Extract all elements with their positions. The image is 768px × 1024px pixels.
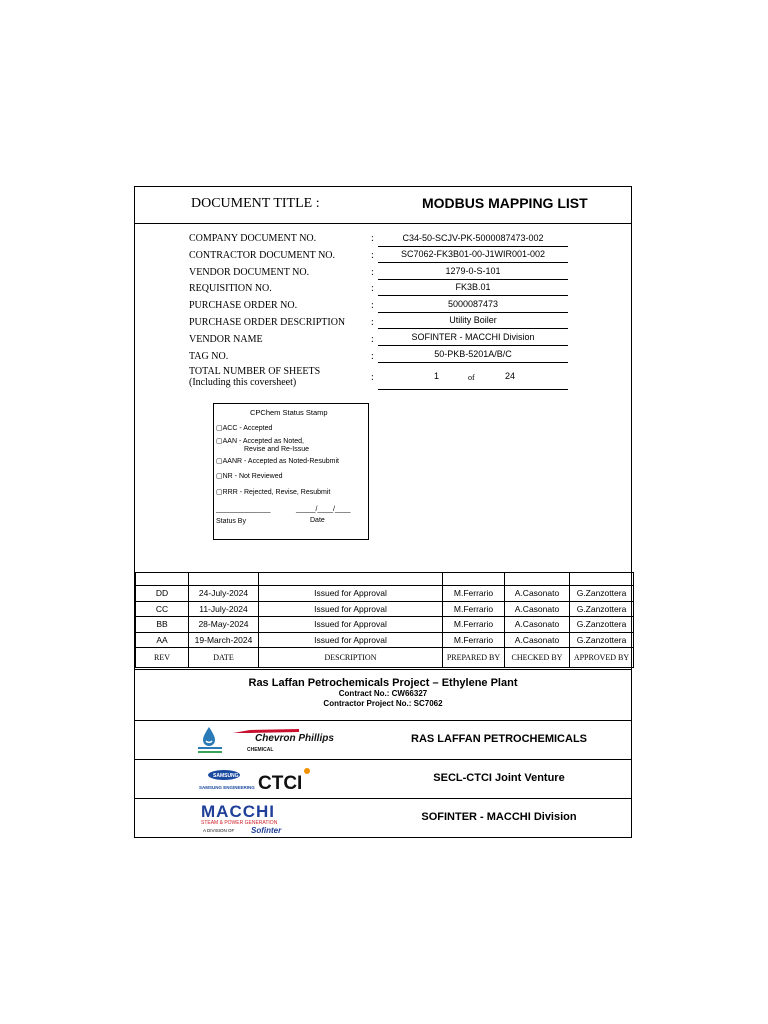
approved-header: APPROVED BY <box>570 648 634 668</box>
logo-sub: CHEMICAL <box>247 747 274 753</box>
prepared-header: PREPARED BY <box>443 648 505 668</box>
tag-no-value: 50-PKB-5201A/B/C <box>378 347 568 363</box>
stamp-acc[interactable]: ▢ACC - Accepted <box>216 425 273 432</box>
revision-table <box>135 572 634 668</box>
company-doc-value: C34-50-SCJV-PK-5000087473-002 <box>378 231 568 247</box>
date-cell: 19-March-2024 <box>189 632 259 648</box>
colon: : <box>371 317 374 328</box>
table-cell <box>136 573 189 586</box>
company-name: RAS LAFFAN PETROCHEMICALS <box>411 733 587 745</box>
stamp-aanr[interactable]: ▢AANR - Accepted as Noted-Resubmit <box>216 458 339 465</box>
date-header: DATE <box>189 648 259 668</box>
prepared-cell: M.Ferrario <box>443 617 505 633</box>
colon: : <box>371 250 374 261</box>
company-row-macchi <box>135 799 631 838</box>
approved-cell: G.Zanzottera <box>570 617 634 633</box>
table-row <box>136 573 634 586</box>
total-sheets-label: TOTAL NUMBER OF SHEETS <box>189 366 321 377</box>
project-title: Ras Laffan Petrochemicals Project – Ethylene Plant <box>248 677 518 689</box>
table-cell <box>189 573 259 586</box>
description-cell: Issued for Approval <box>259 617 443 633</box>
vendor-name-value: SOFINTER - MACCHI Division <box>378 330 568 346</box>
table-row <box>136 601 634 617</box>
table-cell <box>259 573 443 586</box>
checked-header: CHECKED BY <box>505 648 570 668</box>
contractor-doc-label: CONTRACTOR DOCUMENT NO. <box>189 250 336 261</box>
document-title-label: DOCUMENT TITLE : <box>191 196 320 211</box>
tag-no-label: TAG NO. <box>189 351 229 362</box>
project-block <box>135 669 631 721</box>
requisition-label: REQUISITION NO. <box>189 283 272 294</box>
cover-sheet <box>134 186 632 838</box>
contract-number: Contract No.: CW66327 <box>338 689 428 698</box>
table-cell <box>570 573 634 586</box>
approved-cell: G.Zanzottera <box>570 632 634 648</box>
prepared-cell: M.Ferrario <box>443 632 505 648</box>
po-number-label: PURCHASE ORDER NO. <box>189 300 298 311</box>
rev-cell: CC <box>136 601 189 617</box>
requisition-value: FK3B.01 <box>378 280 568 296</box>
stamp-aan[interactable]: ▢AAN - Accepted as Noted, <box>216 438 304 445</box>
table-header-row <box>136 648 634 668</box>
stamp-status-line: ______________ <box>216 506 271 513</box>
date-cell: 11-July-2024 <box>189 601 259 617</box>
colon: : <box>371 372 374 383</box>
approved-cell: G.Zanzottera <box>570 586 634 602</box>
description-header: DESCRIPTION <box>259 648 443 668</box>
checked-cell: A.Casonato <box>505 617 570 633</box>
rev-cell: BB <box>136 617 189 633</box>
table-cell <box>443 573 505 586</box>
document-title: MODBUS MAPPING LIST <box>422 195 588 211</box>
stamp-rrr[interactable]: ▢RRR - Rejected, Revise, Resubmit <box>216 489 331 496</box>
company-row-secl-ctci <box>135 760 631 799</box>
logo-text: CTCI <box>258 773 303 794</box>
logo-sub: SAMSUNG ENGINEERING <box>199 785 255 790</box>
company-doc-label: COMPANY DOCUMENT NO. <box>189 233 317 244</box>
table-cell <box>505 573 570 586</box>
vendor-name-label: VENDOR NAME <box>189 334 263 345</box>
stamp-status-by-label: Status By <box>216 518 246 525</box>
table-row <box>136 617 634 633</box>
svg-text:SAMSUNG: SAMSUNG <box>213 773 239 779</box>
colon: : <box>371 334 374 345</box>
prepared-cell: M.Ferrario <box>443 601 505 617</box>
contractor-doc-value: SC7062-FK3B01-00-J1WIR001-002 <box>378 247 568 263</box>
date-cell: 24-July-2024 <box>189 586 259 602</box>
company-name: SOFINTER - MACCHI Division <box>421 811 577 823</box>
stamp-aan-note: Revise and Re-Issue <box>244 446 309 453</box>
approved-cell: G.Zanzottera <box>570 601 634 617</box>
macchi-logo <box>195 801 315 837</box>
samsung-ctci-logo <box>195 762 315 796</box>
vendor-doc-value: 1279-0-S-101 <box>378 264 568 280</box>
rev-header: REV <box>136 648 189 668</box>
logo-sub: STEAM & POWER GENERATION <box>201 820 278 826</box>
checked-cell: A.Casonato <box>505 586 570 602</box>
total-sheets-value <box>378 367 568 390</box>
po-description-label: PURCHASE ORDER DESCRIPTION <box>189 317 346 328</box>
rev-cell: AA <box>136 632 189 648</box>
date-cell: 28-May-2024 <box>189 617 259 633</box>
table-row <box>136 586 634 602</box>
stamp-title: CPChem Status Stamp <box>250 408 328 417</box>
stamp-date-line: _____/____/____ <box>296 506 351 513</box>
po-description-value: Utility Boiler <box>378 313 568 329</box>
vendor-doc-label: VENDOR DOCUMENT NO. <box>189 267 310 278</box>
colon: : <box>371 233 374 244</box>
prepared-cell: M.Ferrario <box>443 586 505 602</box>
sheet-of: of <box>468 373 475 382</box>
colon: : <box>371 283 374 294</box>
stamp-nr[interactable]: ▢NR - Not Reviewed <box>216 473 283 480</box>
po-number-value: 5000087473 <box>378 297 568 313</box>
colon: : <box>371 300 374 311</box>
sheet-total: 24 <box>505 371 516 381</box>
checked-cell: A.Casonato <box>505 632 570 648</box>
stamp-date-label: Date <box>310 517 325 524</box>
sheet-current: 1 <box>434 371 440 381</box>
company-name: SECL-CTCI Joint Venture <box>433 772 565 784</box>
company-row-rlp <box>135 721 631 760</box>
logo-text: MACCHI <box>201 802 275 821</box>
total-sheets-sublabel: (Including this coversheet) <box>189 377 297 388</box>
colon: : <box>371 267 374 278</box>
checked-cell: A.Casonato <box>505 601 570 617</box>
logo-text: Chevron Phillips <box>255 733 334 744</box>
description-cell: Issued for Approval <box>259 632 443 648</box>
status-stamp <box>213 403 369 540</box>
colon: : <box>371 351 374 362</box>
table-row <box>136 632 634 648</box>
title-row <box>135 187 631 224</box>
chevron-phillips-logo <box>195 723 334 757</box>
rev-cell: DD <box>136 586 189 602</box>
logo-sub-3: Sofinter <box>251 826 282 835</box>
logo-sub-2: A DIVISION OF <box>203 828 235 833</box>
description-cell: Issued for Approval <box>259 586 443 602</box>
description-cell: Issued for Approval <box>259 601 443 617</box>
contractor-project-number: Contractor Project No.: SC7062 <box>323 699 443 708</box>
